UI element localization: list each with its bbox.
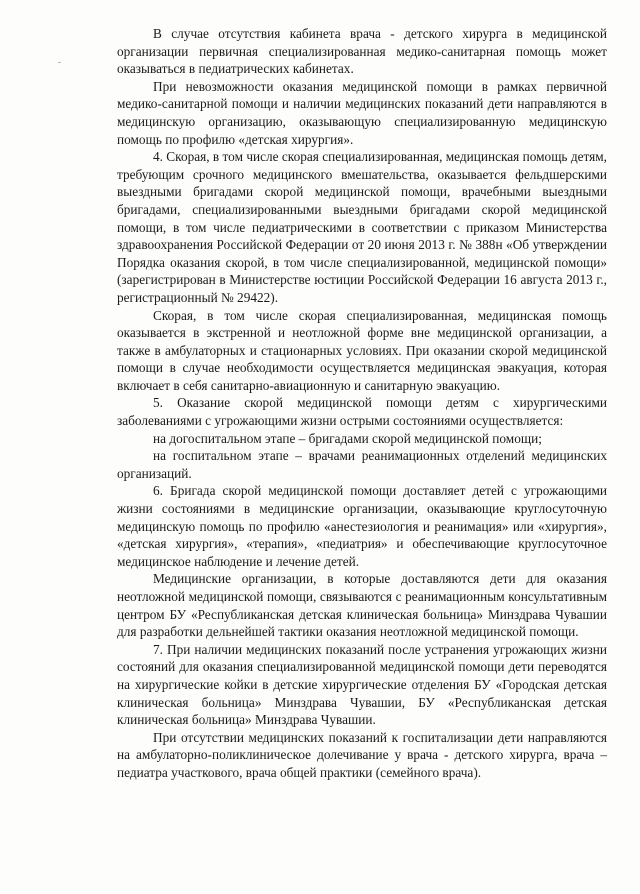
document-body — [117, 25, 607, 782]
paragraph-resuscitation-center: Медицинские организации, в которые доставляются дети для оказания неотложной медицинской помощи, связываются с реанимационным консультативным центром БУ «Республиканская детская клиническая больница» Минздрава Чувашии для разработки дельнейшей тактики оказания неотложной медицинской помощи. — [117, 571, 607, 640]
scan-mark — [58, 62, 61, 63]
paragraph-pediatric-offices: В случае отсутствия кабинета врача - детского хирурга в медицинской организации первичная специализированная медико-санитарная помощь может оказываться в педиатрических кабинетах. — [117, 26, 607, 77]
paragraph-hospital-stage: на госпитальном этапе – врачами реанимационных отделений медицинских организаций. — [117, 448, 607, 481]
paragraph-prehospital-stage: на догоспитальном этапе – бригадами скорой медицинской помощи; — [153, 430, 542, 446]
paragraph-item-6-delivery: 6. Бригада скорой медицинской помощи доставляет детей с угрожающими жизни состояниями в медицинские организации, оказывающие круглосуточную медицинскую помощь по профилю «анестезиология и реанимация» или «хирургия», «детская хирургия», «терапия», «педиатрия» и обеспечивающие круглосуточное медицинское наблюдение и лечение детей. — [117, 483, 607, 569]
paragraph-outpatient-followup: При отсутствии медицинских показаний к госпитализации дети направляются на амбулаторно-поликлиническое долечивание у врача - детского хирурга, врача – педиатра участкового, врача общей практики (семейного врача). — [117, 729, 607, 780]
paragraph-emergency-forms: Скорая, в том числе скорая специализированная, медицинская помощь оказывается в экстренной и неотложной форме вне медицинской организации, а также в амбулаторных и стационарных условиях. При оказании скорой медицинской помощи в случае необходимости осуществляется медицинская эвакуация, которая включает в себя санитарно-авиационную и санитарную эвакуацию. — [117, 307, 607, 393]
paragraph-item-5-emergency-surgical: 5. Оказание скорой медицинской помощи детям с хирургическими заболеваниями с угрожающими жизни острыми состояниями осуществляется: — [117, 395, 607, 429]
paragraph-item-7-transfer: 7. При наличии медицинских показаний после устранения угрожающих жизни состояний для оказания специализированной медицинской помощи дети переводятся на хирургические койки в детские хирургические отделения БУ «Городская детская клиническая больница» Минздрава Чувашии, БУ «Республиканская детская клиническая больница» Минздрава Чувашии. — [117, 641, 607, 728]
paragraph-referral-specialized-care: При невозможности оказания медицинской помощи в рамках первичной медико-санитарной помощи и наличии медицинских показаний дети направляются в медицинскую организацию, оказывающую специализированную медицинскую помощь по профилю «детская хирургия». — [117, 78, 607, 147]
paragraph-item-4-emergency-care: 4. Скорая, в том числе скорая специализированная, медицинская помощь детям, требующим срочного медицинского вмешательства, оказывается фельдшерскими выездными бригадами скорой медицинской помощи, врачебными выездными бригадами, специализированными выездными бригадами скорой медицинской помощи, в том числе педиатрическими в соответствии с приказом Министерства здравоохранения Российской Федерации от 20 июня 2013 г. № 388н «Об утверждении Порядка оказания скорой, в том числе специализированной, медицинской помощи» (зарегистрирован в Министерстве юстиции Российской Федерации 16 августа 2013 г., регистрационный № 29422). — [117, 149, 607, 305]
